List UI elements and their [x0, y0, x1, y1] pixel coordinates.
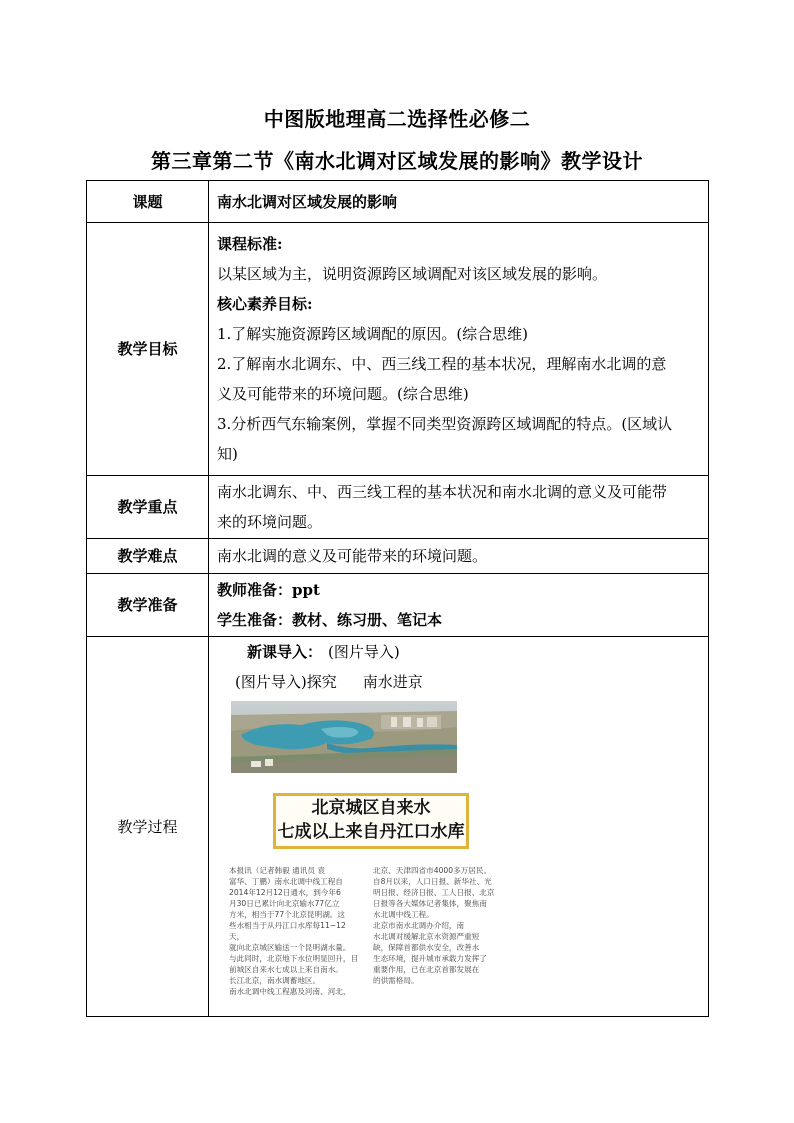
key-points-line-1: 南水北调东、中、西三线工程的基本状况和南水北调的意义及可能带: [217, 483, 668, 501]
process-label: 教学过程: [87, 637, 209, 1017]
news-line: 生态环境，提升城市承载力发挥了: [373, 954, 487, 963]
newspaper-article: [229, 865, 495, 996]
goal-3-line-2: 知): [217, 445, 238, 463]
newspaper-headline-1: 北京城区自来水: [311, 798, 431, 818]
news-line: 本报讯（记者韩毅 通讯员 袁: [229, 866, 325, 875]
news-line: 前城区自来水七成以上来自南水。: [229, 965, 343, 974]
news-line: 的供需格局。: [373, 976, 419, 985]
difficult-points-content: 南水北调的意义及可能带来的环境问题。: [209, 539, 709, 574]
key-points-label: 教学重点: [87, 476, 209, 539]
row-process: [87, 637, 709, 1017]
newspaper-column-2: [373, 865, 497, 986]
news-line: 水北调对缓解北京水资源严重短: [373, 932, 480, 941]
standard-heading: 课程标准:: [217, 235, 283, 253]
intro-explore: (图片导入)探究: [235, 673, 337, 691]
lesson-plan-table: [86, 180, 709, 1017]
row-topic: [87, 181, 709, 223]
row-key-points: [87, 476, 709, 539]
reservoir-photo-illustration: [231, 701, 457, 773]
teacher-preparation: 教师准备：ppt: [217, 581, 320, 599]
news-line: 北京市南水北调办介绍，南: [373, 921, 465, 930]
news-line: 就向北京城区输送一个昆明湖水量。: [229, 943, 351, 952]
intro-heading: 新课导入：: [247, 643, 323, 661]
news-line: 重要作用，已在北京首都发展在: [373, 965, 480, 974]
student-preparation: 学生准备：教材、练习册、笔记本: [217, 611, 443, 629]
key-points-content: [209, 476, 709, 539]
row-objectives: [87, 223, 709, 476]
newspaper-headline-2: 七成以上来自丹江口水库: [277, 822, 465, 842]
goal-2-line-2: 义及可能带来的环境问题。(综合思维): [217, 385, 469, 403]
goal-2-line-1: 2.了解南水北调东、中、西三线工程的基本状况，理解南水北调的意: [217, 355, 667, 373]
news-line: 些水相当于从丹江口水库每11~12天，: [229, 921, 346, 941]
news-line: 与此同时，北京地下水位明显回升，目: [229, 954, 359, 963]
news-line: 南水北调中线工程惠及河南、河北、: [229, 987, 351, 996]
reservoir-aerial-photo: [231, 701, 457, 773]
document-title: 中图版地理高二选择性必修二: [263, 107, 531, 131]
process-content: [209, 637, 709, 1017]
topic-label: 课题: [87, 181, 209, 223]
newspaper-column-1: [229, 865, 359, 997]
news-line: 日报等各大媒体记者集体，聚焦南: [373, 899, 487, 908]
standard-text: 以某区域为主，说明资源跨区域调配对该区域发展的影响。: [217, 265, 608, 283]
news-line: 缺，保障首都供水安全，改善水: [373, 943, 480, 952]
news-line: 长江北京，南水调蓄地区。: [229, 976, 321, 985]
intro-line-2: [235, 669, 423, 695]
objectives-content: [209, 223, 709, 476]
news-line: 北京、天津四省市4000多万居民。: [373, 866, 492, 875]
news-line: 月30日已累计向北京输水77亿立: [229, 899, 340, 908]
difficult-points-label: 教学难点: [87, 539, 209, 574]
key-points-line-2: 来的环境问题。: [217, 513, 323, 531]
intro-note: (图片导入): [328, 643, 400, 661]
intro-line: [247, 639, 400, 665]
goal-3-line-1: 3.分析西气东输案例，掌握不同类型资源跨区域调配的特点。(区域认: [217, 415, 673, 433]
news-line: 富华、丁鹏）南水北调中线工程自: [229, 877, 343, 886]
objectives-label: 教学目标: [87, 223, 209, 476]
literacy-heading: 核心素养目标:: [217, 295, 313, 313]
preparation-label: 教学准备: [87, 574, 209, 637]
news-line: 自8月以来，人口日报、新华社、光: [373, 877, 492, 886]
intro-topic: 南水进京: [362, 673, 423, 691]
preparation-content: [209, 574, 709, 637]
row-difficult-points: [87, 539, 709, 574]
news-line: 2014年12月12日通水，到今年6: [229, 888, 341, 897]
topic-value: 南水北调对区域发展的影响: [209, 181, 709, 223]
news-line: 方米，相当于77个北京昆明湖。这: [229, 910, 345, 919]
goal-1: 1.了解实施资源跨区域调配的原因。(综合思维): [217, 325, 529, 343]
news-line: 水北调中线工程。: [373, 910, 434, 919]
newspaper-headline-box: [273, 793, 469, 849]
document-subtitle: 第三章第二节《南水北调对区域发展的影响》教学设计: [151, 149, 643, 173]
news-line: 明日报、经济日报、工人日报、北京: [373, 888, 495, 897]
row-preparation: [87, 574, 709, 637]
